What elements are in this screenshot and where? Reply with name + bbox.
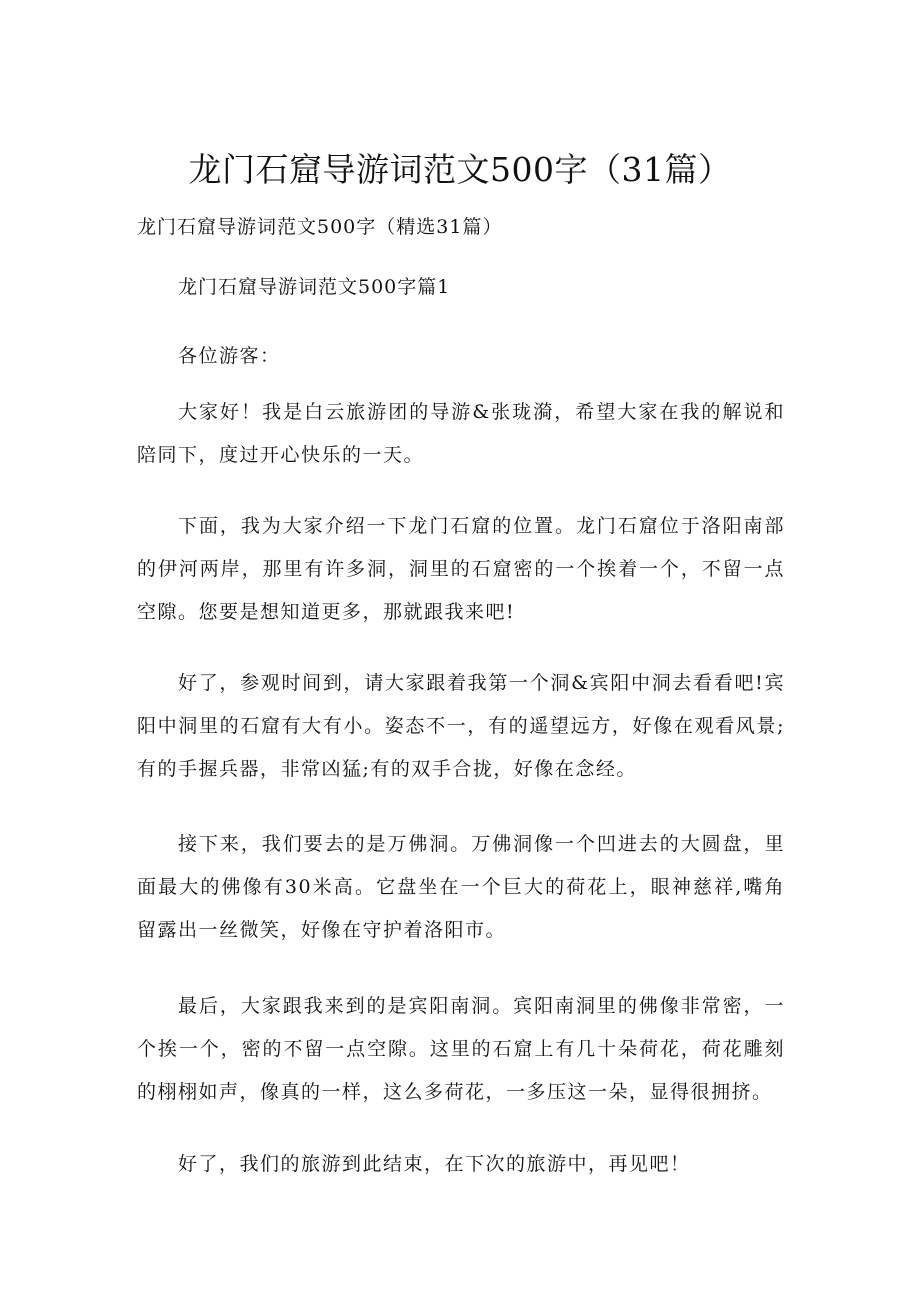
paragraph-greeting: 各位游客： [178, 345, 281, 367]
paragraph-farewell: 好了，我们的旅游到此结束，在下次的旅游中，再见吧！ [178, 1153, 691, 1175]
page-subtitle: 龙门石窟导游词范文500字（精选31篇） [137, 216, 503, 238]
paragraph-binyang-south: 最后，大家跟我来到的是宾阳南洞。宾阳南洞里的佛像非常密，一个挨一个，密的不留一点空隙。这里的石窟上有几十朵荷花，荷花雕刻的栩栩如声，像真的一样，这么多荷花，一多压这一朵，显得很拥挤。 [137, 995, 785, 1103]
paragraph-binyang-middle: 好了，参观时间到，请大家跟着我第一个洞&宾阳中洞去看看吧!宾阳中洞里的石窟有大有小。姿态不一，有的遥望远方，好像在观看风景;有的手握兵器，非常凶猛;有的双手合拢，好像在念经。 [137, 672, 785, 780]
paragraph-wanfo-cave: 接下来，我们要去的是万佛洞。万佛洞像一个凹进去的大圆盘，里面最大的佛像有30米高。它盘坐在一个巨大的荷花上，眼神慈祥,嘴角留露出一丝微笑，好像在守护着洛阳市。 [137, 833, 785, 941]
section-heading: 龙门石窟导游词范文500字篇1 [178, 276, 451, 298]
paragraph-intro: 大家好！我是白云旅游团的导游&张珑漪，希望大家在我的解说和陪同下，度过开心快乐的一天。 [137, 401, 785, 466]
paragraph-location: 下面，我为大家介绍一下龙门石窟的位置。龙门石窟位于洛阳南部的伊河两岸，那里有许多洞，洞里的石窟密的一个挨着一个，不留一点空隙。您要是想知道更多，那就跟我来吧! [137, 515, 785, 623]
page-title: 龙门石窟导游词范文500字（31篇） [188, 150, 732, 189]
